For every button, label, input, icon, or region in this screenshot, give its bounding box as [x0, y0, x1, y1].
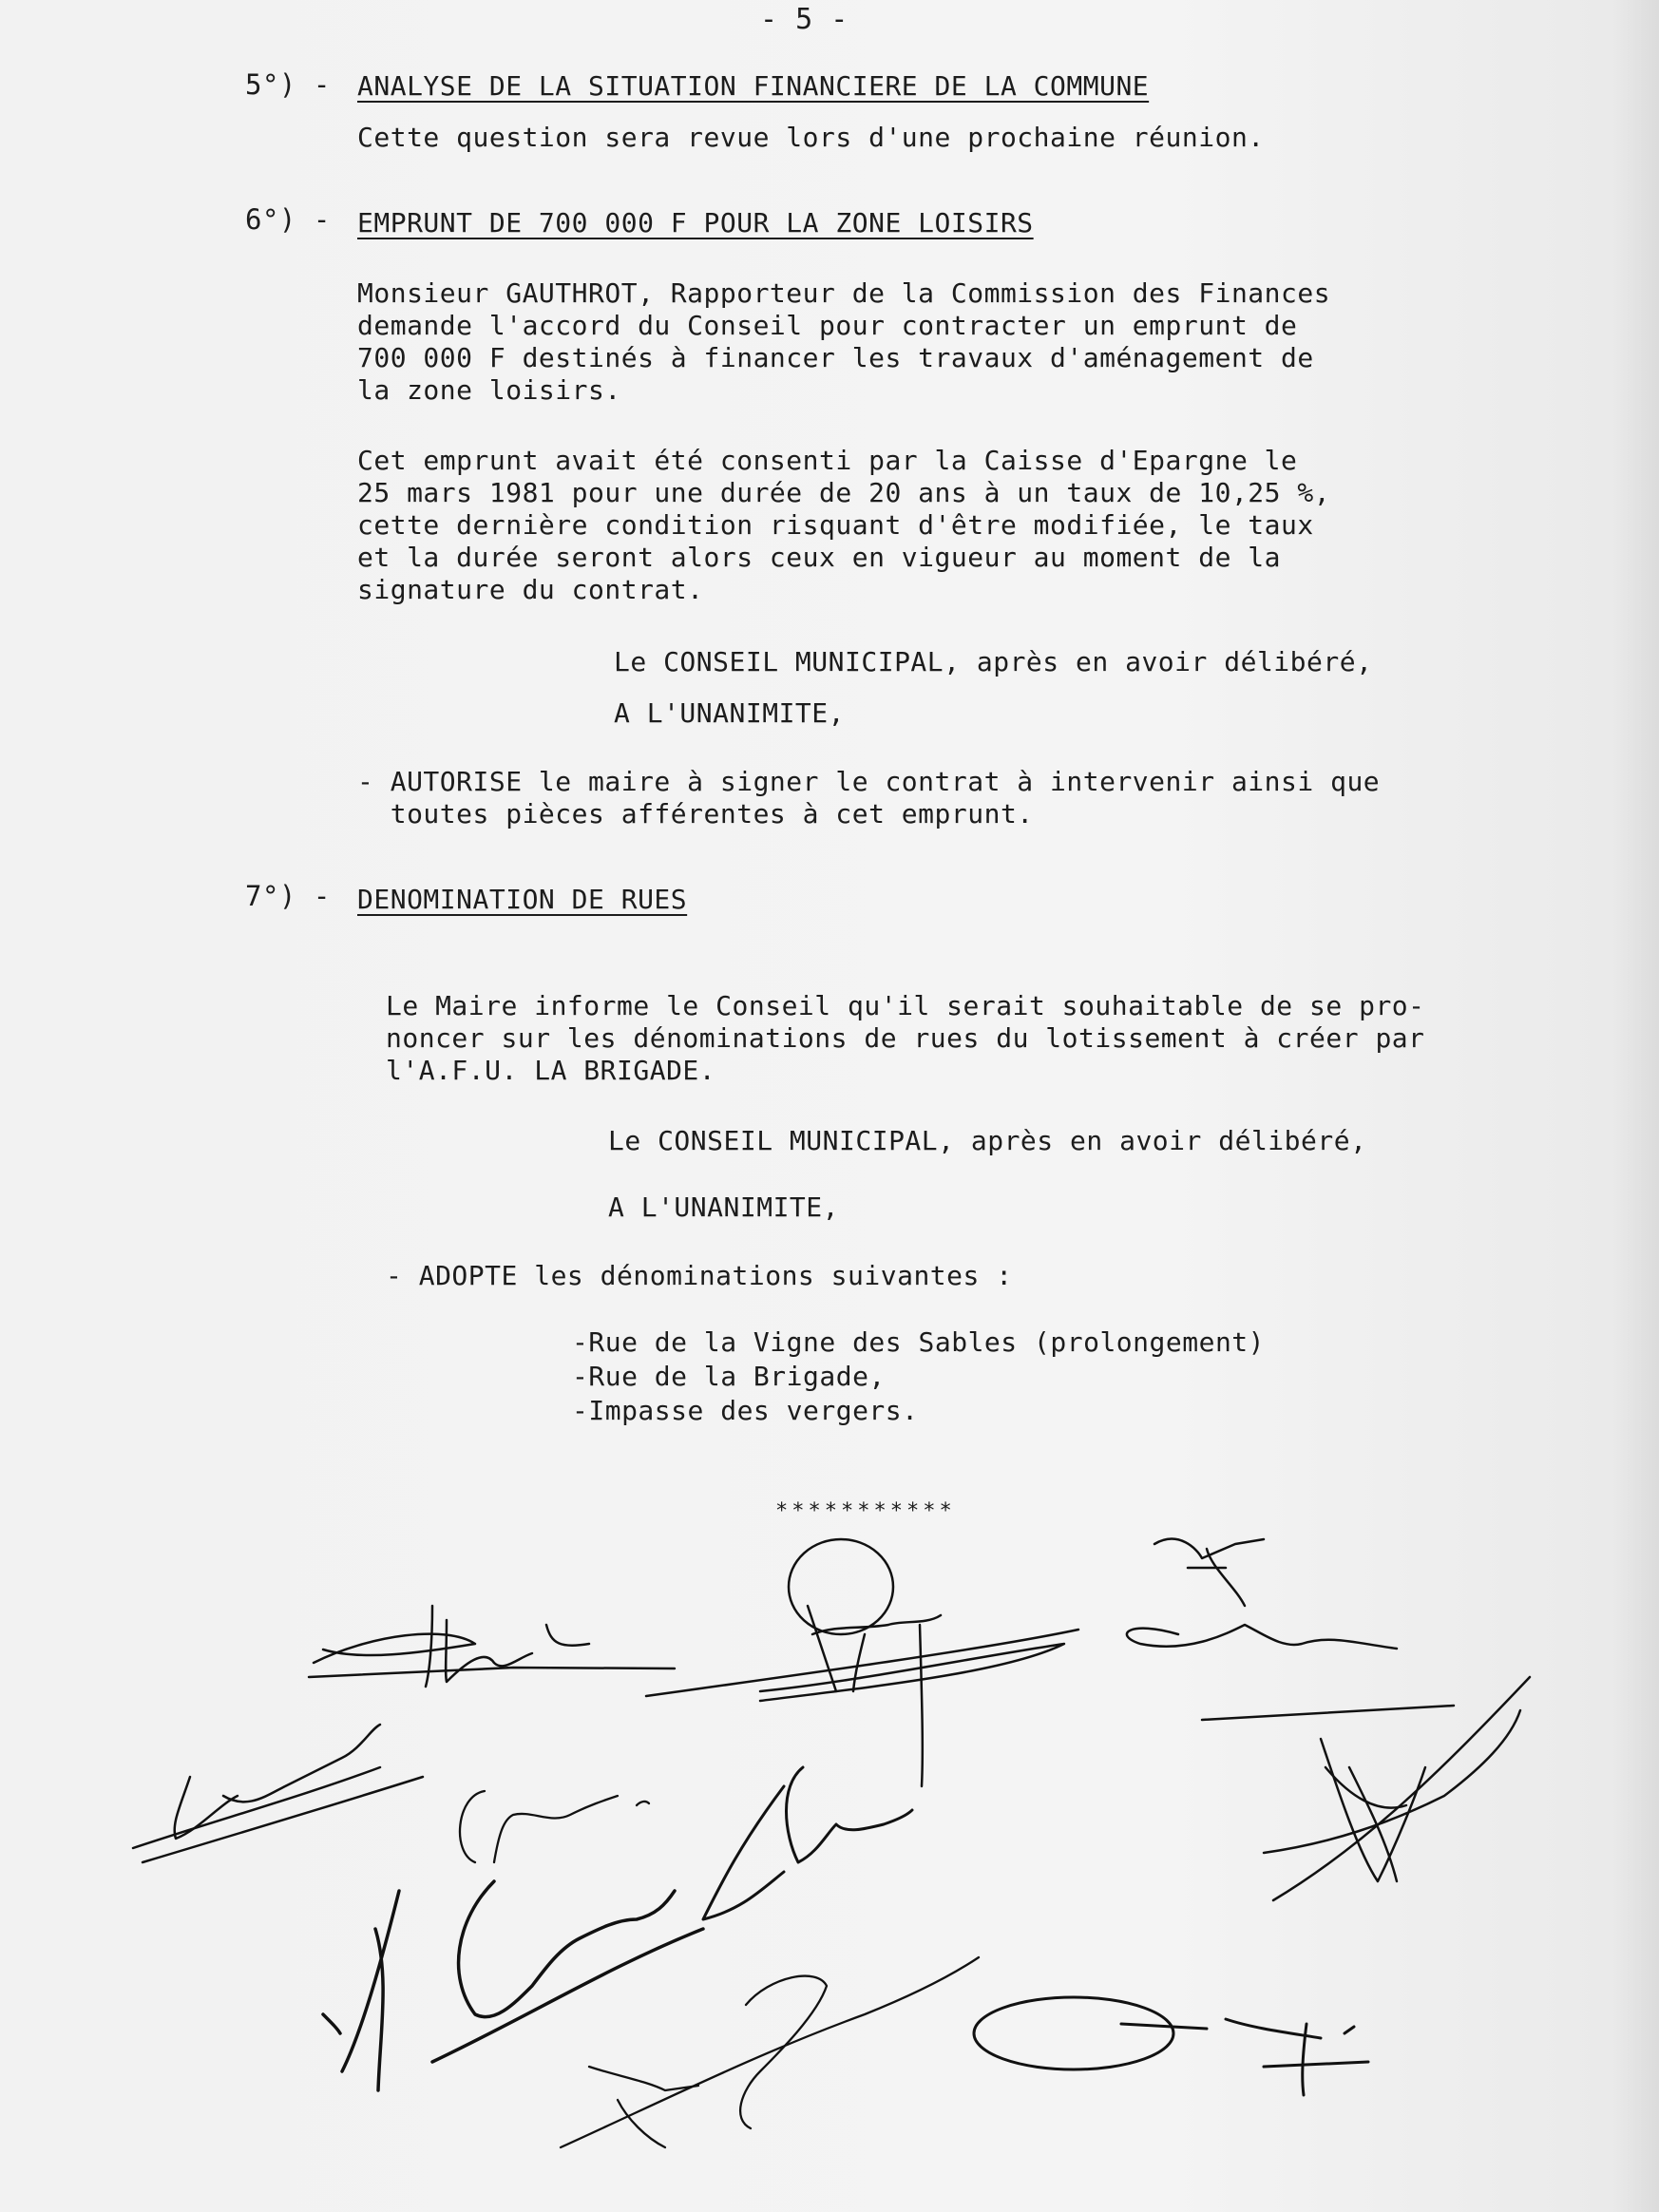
signature-1: [309, 1606, 675, 1687]
section-6-resolution-line: - AUTORISE le maire à signer le contrat à intervenir ainsi que: [357, 766, 1381, 797]
separator-stars: ***********: [775, 1499, 956, 1523]
signatures: [0, 1482, 1659, 2212]
signature-2: [646, 1539, 1078, 1786]
section-6-resolution-line: toutes pièces afférentes à cet emprunt.: [357, 798, 1034, 830]
section-7-resolution: - ADOPTE les dénominations suivantes :: [386, 1260, 1013, 1291]
signature-6: [133, 1725, 423, 1862]
section-6-para2-line: signature du contrat.: [357, 574, 704, 605]
section-6-decision: Le CONSEIL MUNICIPAL, après en avoir délibéré,: [614, 646, 1373, 677]
section-6-number: 6°) -: [245, 203, 331, 236]
section-5-number: 5°) -: [245, 68, 331, 101]
section-7-title: DENOMINATION DE RUES: [357, 884, 688, 915]
section-6-para2-line: cette dernière condition risquant d'être modifiée, le taux: [357, 509, 1314, 541]
signature-7: [460, 1791, 649, 1862]
section-6-para2-line: 25 mars 1981 pour une durée de 20 ans à un taux de 10,25 %,: [357, 477, 1331, 508]
section-7-para1-line: l'A.F.U. LA BRIGADE.: [386, 1055, 716, 1086]
section-7-para1-line: noncer sur les dénominations de rues du lotissement à créer par: [386, 1022, 1425, 1054]
signature-10: [561, 1957, 979, 2147]
signature-9: [323, 1881, 703, 2090]
section-6-para1-line: demande l'accord du Conseil pour contracter un emprunt de: [357, 310, 1298, 341]
section-7-decision: Le CONSEIL MUNICIPAL, après en avoir délibéré,: [608, 1125, 1367, 1156]
street-list-item: -Rue de la Brigade,: [572, 1361, 886, 1392]
signature-5: [1264, 1677, 1530, 1900]
signature-3: [1154, 1539, 1264, 1606]
street-list-item: -Rue de la Vigne des Sables (prolongement): [572, 1326, 1266, 1358]
section-6-vote: A L'UNANIMITE,: [614, 697, 846, 729]
section-6-title: EMPRUNT DE 700 000 F POUR LA ZONE LOISIRS: [357, 207, 1034, 238]
page-number: - 5 -: [760, 3, 849, 36]
section-7-vote: A L'UNANIMITE,: [608, 1192, 840, 1223]
section-5-title: ANALYSE DE LA SITUATION FINANCIERE DE LA COMMUNE: [357, 70, 1150, 102]
signature-8: [703, 1767, 912, 1919]
signature-4: [1127, 1625, 1454, 1720]
signature-11: [974, 1997, 1368, 2095]
street-list-item: -Impasse des vergers.: [572, 1395, 919, 1426]
section-7-para1-line: Le Maire informe le Conseil qu'il serait souhaitable de se pro-: [386, 990, 1425, 1021]
section-6-para2-line: Cet emprunt avait été consenti par la Caisse d'Epargne le: [357, 445, 1298, 476]
section-5-text: Cette question sera revue lors d'une prochaine réunion.: [357, 122, 1265, 153]
section-7-number: 7°) -: [245, 880, 331, 912]
section-6-para1-line: 700 000 F destinés à financer les travaux d'aménagement de: [357, 342, 1314, 373]
section-6-para2-line: et la durée seront alors ceux en vigueur au moment de la: [357, 542, 1282, 573]
section-6-para1-line: Monsieur GAUTHROT, Rapporteur de la Commission des Finances: [357, 277, 1331, 309]
section-6-para1-line: la zone loisirs.: [357, 374, 621, 406]
